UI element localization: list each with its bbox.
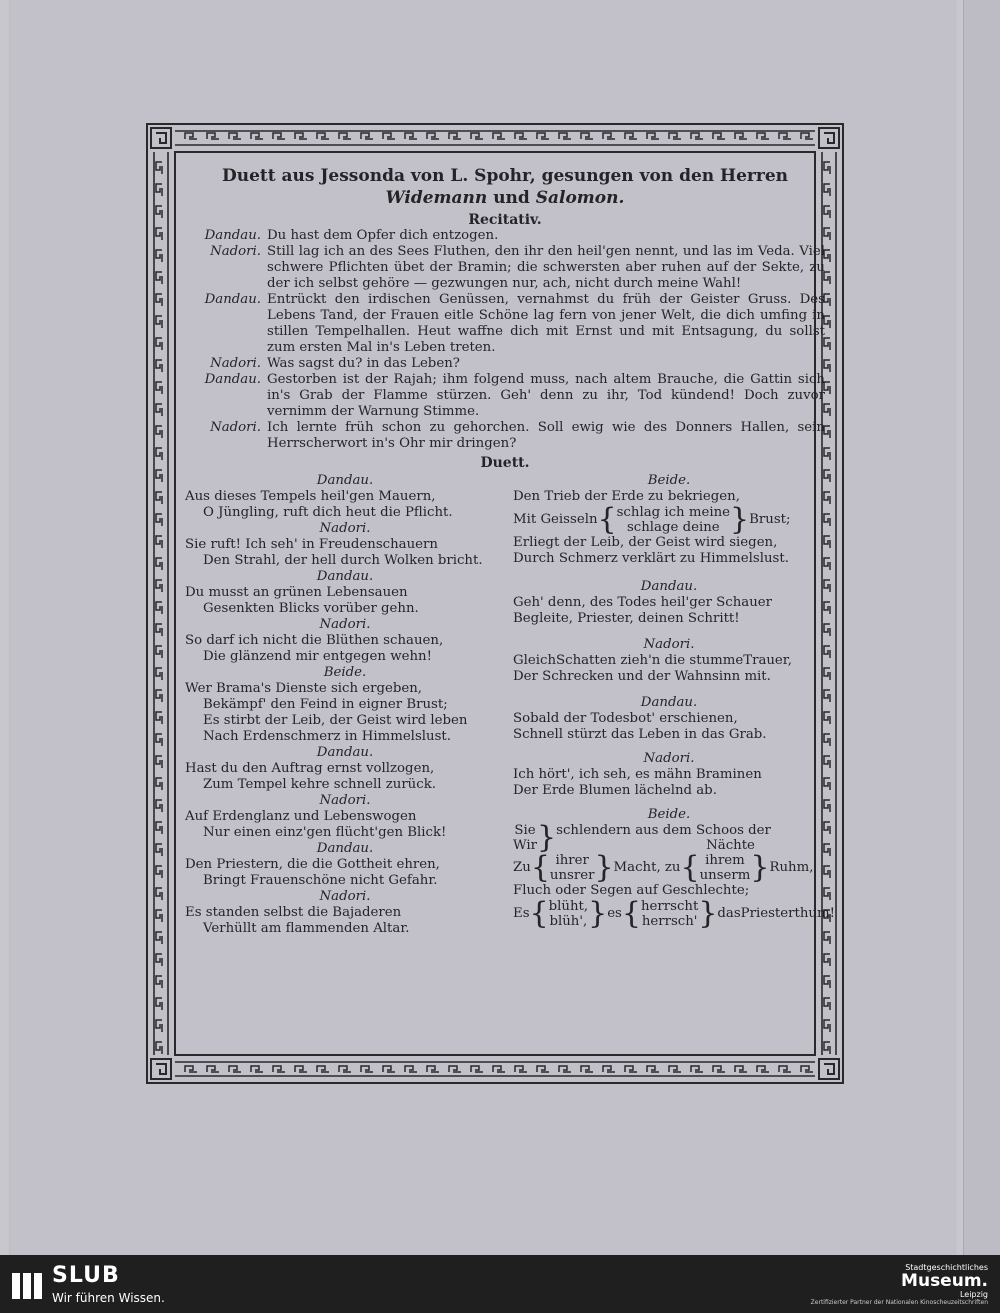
verse-alternative: blüht, bbox=[548, 899, 589, 914]
footer-bar bbox=[0, 1255, 1000, 1313]
key-ornament bbox=[207, 1066, 219, 1072]
verse-line: Durch Schmerz verklärt zu Himmelslust. bbox=[513, 551, 789, 566]
verse-alternative: unserm bbox=[699, 868, 751, 883]
recitativ-text: Ich lernte früh schon zu gehorchen. Soll ewig wie des Donners Hallen, sein Herrscherwort in's Ohr mir dringen? bbox=[267, 420, 825, 451]
speaker-label: Beide. bbox=[323, 665, 367, 680]
verse-fragment: Brust; bbox=[749, 512, 791, 527]
slub-logo-icon[interactable] bbox=[10, 1269, 44, 1303]
recitativ-row bbox=[185, 292, 825, 356]
key-ornament bbox=[156, 690, 162, 702]
verse-line: Der Schrecken und der Wahnsinn mit. bbox=[513, 669, 771, 684]
verse-line: Nach Erdenschmerz in Himmelslust. bbox=[203, 729, 451, 744]
verse-line: Hast du den Auftrag ernst vollzogen, bbox=[185, 761, 435, 776]
verse-alternative: herrsch' bbox=[641, 914, 698, 929]
left-brace: { bbox=[529, 896, 549, 931]
verse-alternative: schlage deine bbox=[626, 520, 720, 535]
key-ornament bbox=[405, 1066, 417, 1072]
verse-line: Du musst an grünen Lebensauen bbox=[185, 585, 408, 600]
brace-line bbox=[513, 850, 825, 885]
recitativ-heading: Recitativ. bbox=[468, 212, 542, 228]
key-ornament bbox=[383, 133, 395, 139]
key-ornament bbox=[156, 162, 162, 174]
alternative-stack bbox=[641, 899, 698, 929]
key-ornament bbox=[757, 1066, 769, 1072]
verse-line: So darf ich nicht die Blüthen schauen, bbox=[185, 633, 444, 648]
key-ornament bbox=[156, 316, 162, 328]
speaker-label: Nadori. bbox=[319, 793, 371, 808]
speaker-label: Dandau. bbox=[640, 579, 698, 594]
key-ornament bbox=[156, 624, 162, 636]
key-ornament bbox=[156, 734, 162, 746]
key-ornament bbox=[339, 133, 351, 139]
key-ornament bbox=[156, 866, 162, 878]
alternative-stack bbox=[550, 853, 595, 883]
key-ornament bbox=[493, 133, 505, 139]
key-ornament bbox=[156, 954, 162, 966]
verse-line: Zum Tempel kehre schnell zurück. bbox=[203, 777, 436, 792]
key-ornament bbox=[156, 470, 162, 482]
right-brace: } bbox=[730, 502, 750, 537]
key-ornament bbox=[735, 1066, 747, 1072]
speaker-label: Dandau. bbox=[204, 228, 261, 243]
key-ornament bbox=[713, 1066, 725, 1072]
verse-line: Bekämpf' den Feind in eigner Brust; bbox=[203, 697, 448, 712]
recitativ-text: Entrückt den irdischen Genüssen, vernahmst du früh der Geister Gruss. Des Lebens Tand, der Frauen eitle Schöne lag fern von jener Welt, die dich umfing in stillen Tempelhallen. Heut waffne dich mit Ernst und mit Entsagung, du sollst zum ersten Mal in's Leben treten. bbox=[267, 292, 825, 355]
speaker-label: Nadori. bbox=[210, 420, 261, 435]
key-ornament bbox=[801, 133, 813, 139]
duett-heading: Duett. bbox=[480, 455, 530, 471]
museum-note: Zertifizierter Partner der Nationalen Kinoscheuzeitschriften bbox=[810, 1299, 988, 1306]
alternative-stack bbox=[556, 823, 771, 853]
verse-line: Der Erde Blumen lächelnd ab. bbox=[513, 783, 717, 798]
title-line: Duett aus Jessonda von L. Spohr, gesungen von den Herren bbox=[221, 166, 789, 186]
key-ornament bbox=[156, 800, 162, 812]
key-ornament bbox=[295, 1066, 307, 1072]
key-ornament bbox=[156, 580, 162, 592]
key-ornament bbox=[603, 133, 615, 139]
verse-fragment: Zu bbox=[513, 860, 531, 875]
key-ornament bbox=[156, 382, 162, 394]
left-brace: { bbox=[621, 896, 641, 931]
speaker-label: Dandau. bbox=[316, 473, 374, 488]
alternative-stack bbox=[617, 505, 730, 535]
key-ornament bbox=[156, 712, 162, 724]
key-ornament bbox=[273, 1066, 285, 1072]
verse-line: Nur einen einz'gen flücht'gen Blick! bbox=[203, 825, 447, 840]
key-ornament bbox=[156, 536, 162, 548]
left-brace: { bbox=[597, 502, 617, 537]
verse-line: Es standen selbst die Bajaderen bbox=[185, 905, 402, 920]
speaker-label: Dandau. bbox=[204, 372, 261, 387]
verse-alternative: ihrem bbox=[705, 853, 745, 868]
verse-line: Den Strahl, der hell durch Wolken bricht. bbox=[203, 553, 483, 568]
key-ornament bbox=[156, 932, 162, 944]
title-performers bbox=[185, 187, 825, 209]
verse-line: Geh' denn, des Todes heil'ger Schauer bbox=[513, 595, 772, 610]
key-ornament bbox=[156, 228, 162, 240]
key-ornament bbox=[824, 1020, 830, 1032]
key-ornament bbox=[691, 133, 703, 139]
key-ornament bbox=[156, 822, 162, 834]
key-ornament bbox=[156, 668, 162, 680]
key-ornament bbox=[156, 778, 162, 790]
verse-line: Fluch oder Segen auf Geschlechte; bbox=[513, 883, 750, 898]
key-ornament bbox=[295, 133, 307, 139]
key-ornament bbox=[779, 1066, 791, 1072]
key-ornament bbox=[735, 133, 747, 139]
key-ornament bbox=[317, 133, 329, 139]
key-ornament bbox=[824, 1042, 830, 1054]
duett-columns bbox=[185, 473, 835, 993]
key-ornament bbox=[251, 133, 263, 139]
key-ornament bbox=[625, 1066, 637, 1072]
verse-line: Begleite, Priester, deinen Schritt! bbox=[513, 611, 740, 626]
key-ornament bbox=[449, 1066, 461, 1072]
speaker-label: Beide. bbox=[647, 473, 691, 488]
key-ornament bbox=[515, 1066, 527, 1072]
speaker-label: Nadori. bbox=[210, 356, 261, 371]
key-ornament bbox=[156, 1042, 162, 1054]
key-ornament bbox=[515, 133, 527, 139]
verse-alternative: Wir bbox=[513, 838, 538, 853]
key-ornament bbox=[361, 133, 373, 139]
recitativ-row bbox=[185, 420, 825, 452]
right-brace: } bbox=[537, 820, 557, 855]
verse-line: Aus dieses Tempels heil'gen Mauern, bbox=[185, 489, 436, 504]
verse-line: Gesenkten Blicks vorüber gehn. bbox=[203, 601, 419, 616]
key-ornament bbox=[156, 976, 162, 988]
verse-alternative: herrscht bbox=[640, 899, 699, 914]
recitativ-text: Gestorben ist der Rajah; ihm folgend muss, nach altem Brauche, die Gattin sich in's Grab der Flamme stürzen. Geh' denn zu ihr, Tod kündend! Doch zuvor vernimm der Warnung Stimme. bbox=[267, 372, 825, 419]
verse-alternative: ihrer bbox=[555, 853, 589, 868]
key-ornament bbox=[537, 133, 549, 139]
key-ornament bbox=[493, 1066, 505, 1072]
title-conjunction: und bbox=[493, 188, 530, 208]
key-ornament bbox=[156, 998, 162, 1010]
recitativ-row bbox=[185, 372, 825, 420]
key-ornament bbox=[156, 426, 162, 438]
key-ornament bbox=[405, 133, 417, 139]
museum-name: Museum. bbox=[901, 1271, 988, 1291]
museum-logo[interactable] bbox=[811, 1263, 988, 1306]
verse-line: Auf Erdenglanz und Lebenswogen bbox=[185, 809, 417, 824]
verse-alternative: schlag ich meine bbox=[616, 505, 731, 520]
key-ornament bbox=[156, 1020, 162, 1032]
verse-fragment: dasPriesterthum! bbox=[717, 906, 835, 921]
key-ornament bbox=[156, 602, 162, 614]
alternative-stack bbox=[700, 853, 751, 883]
key-ornament bbox=[229, 1066, 241, 1072]
verse-fragment: Es bbox=[513, 906, 530, 921]
adjacent-page-edge bbox=[963, 0, 1000, 1255]
key-ornament bbox=[185, 1066, 197, 1072]
speaker-label: Beide. bbox=[647, 807, 691, 822]
key-ornament bbox=[449, 133, 461, 139]
verse-line: Den Priestern, die die Gottheit ehren, bbox=[185, 857, 440, 872]
speaker-label: Nadori. bbox=[319, 889, 371, 904]
alternative-stack bbox=[549, 899, 588, 929]
key-ornament bbox=[156, 250, 162, 262]
key-ornament bbox=[156, 272, 162, 284]
key-ornament bbox=[361, 1066, 373, 1072]
key-ornament bbox=[471, 1066, 483, 1072]
key-ornament bbox=[383, 1066, 395, 1072]
performer-salomon: Salomon. bbox=[535, 188, 625, 208]
speaker-label: Nadori. bbox=[319, 617, 371, 632]
speaker-label: Nadori. bbox=[210, 244, 261, 259]
verse-line: Es stirbt der Leib, der Geist wird leben bbox=[203, 713, 468, 728]
key-ornament bbox=[427, 133, 439, 139]
key-ornament bbox=[471, 133, 483, 139]
brace-line bbox=[513, 896, 835, 931]
key-ornament bbox=[559, 1066, 571, 1072]
verse-alternative: Sie bbox=[514, 823, 536, 838]
verse-fragment: es bbox=[607, 906, 622, 921]
left-brace: { bbox=[680, 850, 700, 885]
key-ornament bbox=[559, 133, 571, 139]
verse-alternative: unsrer bbox=[549, 868, 595, 883]
key-ornament bbox=[156, 206, 162, 218]
key-ornament bbox=[581, 1066, 593, 1072]
key-ornament bbox=[317, 1066, 329, 1072]
museum-city: Leipzig bbox=[959, 1290, 988, 1299]
recitativ-block bbox=[185, 228, 825, 452]
duett-right-column bbox=[513, 473, 835, 931]
key-ornament bbox=[603, 1066, 615, 1072]
verse-line: Sobald der Todesbot' erschienen, bbox=[513, 711, 738, 726]
key-ornament bbox=[647, 133, 659, 139]
speaker-label: Nadori. bbox=[643, 751, 695, 766]
right-brace: } bbox=[588, 896, 608, 931]
verse-line: Den Trieb der Erde zu bekriegen, bbox=[513, 489, 740, 504]
verse-line: Erliegt der Leib, der Geist wird siegen, bbox=[513, 535, 778, 550]
key-ornament bbox=[669, 1066, 681, 1072]
verse-line: Schnell stürzt das Leben in das Grab. bbox=[513, 727, 767, 742]
speaker-label: Dandau. bbox=[316, 841, 374, 856]
verse-fragment: Mit Geisseln bbox=[513, 512, 598, 527]
program-text bbox=[185, 165, 835, 993]
key-ornament bbox=[156, 756, 162, 768]
speaker-label: Nadori. bbox=[319, 521, 371, 536]
key-ornament bbox=[757, 133, 769, 139]
key-ornament bbox=[537, 1066, 549, 1072]
key-ornament bbox=[427, 1066, 439, 1072]
speaker-label: Dandau. bbox=[316, 745, 374, 760]
right-brace: } bbox=[594, 850, 614, 885]
right-brace: } bbox=[750, 850, 770, 885]
key-ornament bbox=[156, 888, 162, 900]
verse-line: Die glänzend mir entgegen wehn! bbox=[203, 649, 432, 664]
speaker-label: Nadori. bbox=[643, 637, 695, 652]
left-brace: { bbox=[530, 850, 550, 885]
slub-brand[interactable]: SLUB bbox=[52, 1263, 120, 1288]
key-ornament bbox=[625, 133, 637, 139]
verse-line: Wer Brama's Dienste sich ergeben, bbox=[185, 681, 423, 696]
recitativ-row bbox=[185, 228, 825, 244]
verse-line: Sie ruft! Ich seh' in Freudenschauern bbox=[185, 537, 438, 552]
key-ornament bbox=[251, 1066, 263, 1072]
brace-line bbox=[513, 820, 825, 855]
key-ornament bbox=[156, 448, 162, 460]
key-ornament bbox=[647, 1066, 659, 1072]
recitativ-text: Still lag ich an des Sees Fluthen, den ihr den heil'gen nennt, und las im Veda. Viel schwere Pflichten übet der Bramin; die schwersten aber ruhen auf der Sekte, zu der ich selbst gehöre — gezwungen nur, ach, nicht durch meine Wahl! bbox=[267, 244, 825, 291]
key-ornament bbox=[229, 133, 241, 139]
key-ornament bbox=[691, 1066, 703, 1072]
key-ornament bbox=[779, 133, 791, 139]
alternative-stack bbox=[513, 823, 537, 853]
speaker-label: Dandau. bbox=[204, 292, 261, 307]
speaker-label: Dandau. bbox=[316, 569, 374, 584]
key-ornament bbox=[713, 133, 725, 139]
duett-left-column bbox=[185, 473, 505, 937]
key-ornament bbox=[156, 338, 162, 350]
key-ornament bbox=[156, 404, 162, 416]
recitativ-text: Was sagst du? in das Leben? bbox=[267, 356, 460, 371]
brace-line bbox=[513, 502, 825, 537]
verse-fragment: Nächte bbox=[706, 838, 755, 853]
key-ornament bbox=[156, 492, 162, 504]
verse-fragment: Ruhm, bbox=[769, 860, 814, 875]
key-ornament bbox=[801, 1066, 813, 1072]
verse-fragment: schlendern aus dem Schoos der bbox=[556, 823, 771, 838]
key-ornament bbox=[273, 133, 285, 139]
key-ornament bbox=[669, 133, 681, 139]
speaker-label: Dandau. bbox=[640, 695, 698, 710]
verse-line: Verhüllt am flammenden Altar. bbox=[203, 921, 410, 936]
recitativ-row bbox=[185, 244, 825, 292]
key-ornament bbox=[156, 646, 162, 658]
key-ornament bbox=[339, 1066, 351, 1072]
key-ornament bbox=[207, 133, 219, 139]
key-ornament bbox=[156, 360, 162, 372]
key-ornament bbox=[156, 558, 162, 570]
verse-line: Ich hört', ich seh, es mähn Braminen bbox=[513, 767, 762, 782]
recitativ-text: Du hast dem Opfer dich entzogen. bbox=[267, 228, 499, 243]
duet-title bbox=[185, 165, 825, 209]
key-ornament bbox=[581, 133, 593, 139]
key-ornament bbox=[156, 844, 162, 856]
key-ornament bbox=[156, 294, 162, 306]
verse-line: GleichSchatten zieh'n die stummeTrauer, bbox=[513, 653, 792, 668]
performer-widemann: Widemann bbox=[385, 188, 488, 208]
key-ornament bbox=[185, 133, 197, 139]
key-ornament bbox=[156, 910, 162, 922]
museum-top: Stadtgeschichtliches bbox=[905, 1263, 988, 1272]
key-ornament bbox=[156, 514, 162, 526]
verse-fragment: Macht, zu bbox=[613, 860, 681, 875]
verse-alternative: blüh', bbox=[549, 914, 588, 929]
slub-tagline: Wir führen Wissen. bbox=[52, 1291, 165, 1305]
verse-line: O Jüngling, ruft dich heut die Pflicht. bbox=[203, 505, 453, 520]
verse-line: Bringt Frauenschöne nicht Gefahr. bbox=[203, 873, 438, 888]
key-ornament bbox=[824, 998, 830, 1010]
recitativ-row bbox=[185, 356, 825, 372]
right-brace: } bbox=[698, 896, 718, 931]
key-ornament bbox=[156, 184, 162, 196]
